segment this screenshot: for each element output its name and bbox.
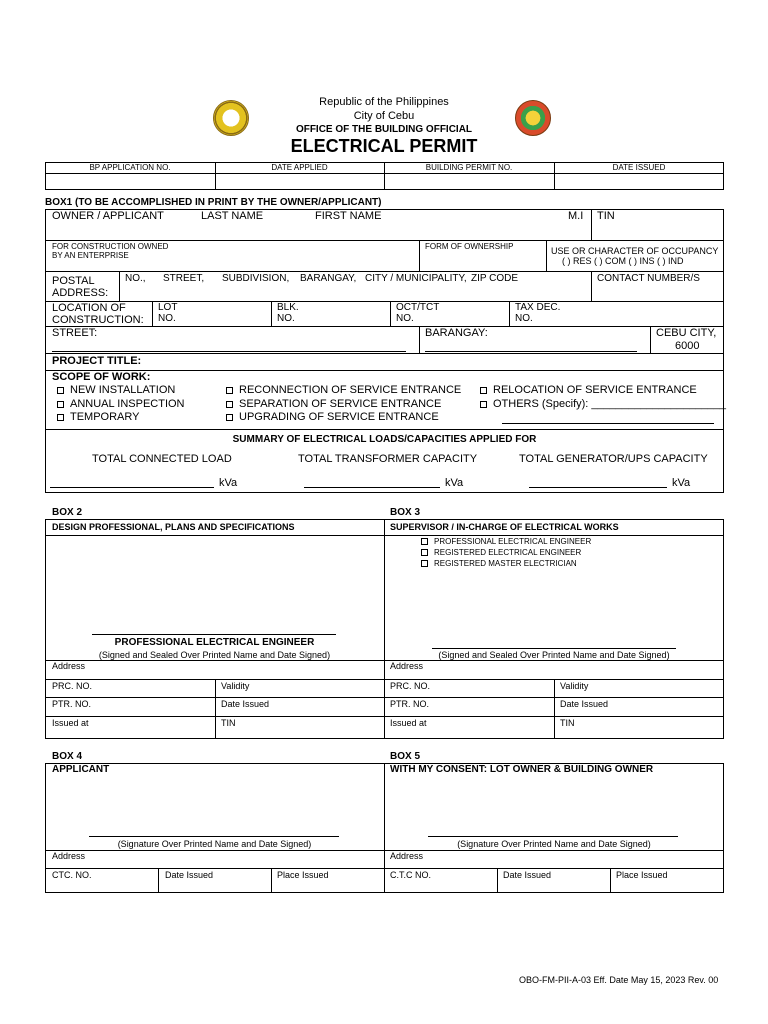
street-field[interactable] — [52, 351, 406, 352]
republic-text: Republic of the Philippines — [319, 96, 449, 108]
box2-signed-note: (Signed and Sealed Over Printed Name and Date Signed) — [98, 650, 331, 660]
scope-annual-inspection[interactable]: ANNUAL INSPECTION — [57, 398, 185, 411]
oct-tct-no-label: NO. — [396, 313, 414, 324]
mi-label: M.I — [568, 210, 584, 222]
box4-ctc-label: CTC. NO. — [52, 870, 92, 880]
total-transformer-label: TOTAL TRANSFORMER CAPACITY — [298, 453, 478, 465]
box3-prc-label: PRC. NO. — [390, 681, 431, 691]
city-text: City of Cebu — [353, 110, 415, 122]
checkbox-icon[interactable] — [421, 538, 428, 545]
scope-temporary[interactable]: TEMPORARY — [57, 411, 139, 424]
box5-sig-note: (Signature Over Printed Name and Date Signed) — [457, 839, 651, 849]
addr-barangay-label: BARANGAY, — [300, 273, 357, 284]
field-date-applied[interactable] — [216, 174, 383, 189]
cebu-city-label: CEBU CITY, — [656, 327, 717, 339]
use-character-options[interactable]: ( ) RES ( ) COM ( ) INS ( ) IND — [562, 256, 684, 266]
scope-others[interactable]: OTHERS (Specify): ______________________ — [480, 398, 726, 411]
contact-number-field[interactable] — [594, 286, 720, 300]
lot-no-label: NO. — [158, 313, 176, 324]
box5-label: BOX 5 — [390, 751, 421, 762]
field-bp-app-no[interactable] — [46, 174, 214, 189]
addr-city-label: CITY / MUNICIPALITY, — [365, 273, 467, 284]
use-character-label: USE OR CHARACTER OF OCCUPANCY — [551, 246, 719, 256]
box4-sig-note: (Signature Over Printed Name and Date Signed) — [117, 839, 312, 849]
total-transformer-field[interactable] — [304, 487, 440, 488]
first-name-label: FIRST NAME — [315, 210, 382, 222]
address-label: ADDRESS: — [52, 287, 109, 299]
oct-tct-label: OCT/TCT — [396, 302, 440, 313]
box4-label: BOX 4 — [52, 751, 83, 762]
box5-date-issued-label: Date Issued — [503, 870, 552, 880]
hdr-date-issued: DATE ISSUED — [612, 163, 666, 172]
box5-place-issued-label: Place Issued — [616, 870, 668, 880]
total-generator-label: TOTAL GENERATOR/UPS CAPACITY — [519, 453, 708, 465]
checkbox-icon[interactable] — [57, 414, 64, 421]
box4-address-label: Address — [52, 851, 86, 861]
checkbox-icon[interactable] — [57, 387, 64, 394]
scope-of-work-label: SCOPE OF WORK: — [52, 371, 151, 383]
box3-option-pee[interactable]: PROFESSIONAL ELECTRICAL ENGINEER — [421, 537, 591, 546]
contact-number-label: CONTACT NUMBER/S — [597, 273, 700, 284]
checkbox-icon[interactable] — [226, 401, 233, 408]
owner-applicant-label: OWNER / APPLICANT — [52, 210, 164, 222]
street-label: STREET: — [52, 327, 98, 339]
box3-tin-label: TIN — [560, 718, 575, 728]
box3-signature-line[interactable] — [432, 648, 676, 649]
form-of-ownership-label: FORM OF OWNERSHIP — [425, 242, 514, 251]
owner-tin-field[interactable] — [594, 224, 720, 238]
box3-address-label: Address — [390, 661, 424, 671]
box5-address-label: Address — [390, 851, 424, 861]
box3-issued-at-label: Issued at — [390, 718, 427, 728]
barangay-field[interactable] — [425, 351, 637, 352]
box3-option-ree[interactable]: REGISTERED ELECTRICAL ENGINEER — [421, 548, 581, 557]
box3-ptr-label: PTR. NO. — [390, 699, 430, 709]
hdr-bp-app-no: BP APPLICATION NO. — [89, 163, 171, 172]
box2-signature-line[interactable] — [92, 634, 336, 635]
total-connected-field[interactable] — [50, 487, 214, 488]
addr-zip-label: ZIP CODE — [471, 273, 519, 284]
checkbox-icon[interactable] — [421, 549, 428, 556]
box3-label: BOX 3 — [390, 507, 421, 518]
addr-subdivision-label: SUBDIVISION, — [222, 273, 290, 284]
office-text: OFFICE OF THE BUILDING OFFICIAL — [295, 124, 473, 135]
scope-relocation[interactable]: RELOCATION OF SERVICE ENTRANCE — [480, 384, 697, 397]
zip-6000-label: 6000 — [675, 340, 700, 352]
city-seal-icon — [515, 100, 551, 136]
last-name-label: LAST NAME — [201, 210, 264, 222]
box5-ctc-label: C.T.C NO. — [390, 870, 432, 880]
scope-others-extra-line[interactable] — [502, 423, 714, 424]
blk-label: BLK. — [277, 302, 299, 313]
box2-ptr-label: PTR. NO. — [52, 699, 92, 709]
addr-street-label: STREET, — [163, 273, 205, 284]
box3-signed-note: (Signed and Sealed Over Printed Name and Date Signed) — [438, 650, 670, 660]
construction-label: CONSTRUCTION: — [52, 314, 144, 326]
postal-label: POSTAL — [52, 275, 95, 287]
owner-name-field[interactable] — [52, 224, 588, 238]
box2-date-issued-label: Date Issued — [221, 699, 270, 709]
hdr-building-permit-no: BUILDING PERMIT NO. — [425, 163, 513, 172]
tax-dec-no-label: NO. — [515, 313, 533, 324]
total-generator-field[interactable] — [529, 487, 667, 488]
box3-heading: SUPERVISOR / IN-CHARGE OF ELECTRICAL WORKS — [390, 522, 619, 532]
box2-address-label: Address — [52, 661, 86, 671]
box2-issued-at-label: Issued at — [52, 718, 89, 728]
field-date-issued[interactable] — [555, 174, 723, 189]
tax-dec-label: TAX DEC. — [515, 302, 561, 313]
hdr-date-applied: DATE APPLIED — [271, 163, 328, 172]
scope-upgrading[interactable]: UPGRADING OF SERVICE ENTRANCE — [226, 411, 439, 424]
scope-separation[interactable]: SEPARATION OF SERVICE ENTRANCE — [226, 398, 441, 411]
seal-logo-icon — [213, 100, 249, 136]
box2-validity-label: Validity — [221, 681, 250, 691]
box2-heading: DESIGN PROFESSIONAL, PLANS AND SPECIFICATIONS — [52, 522, 295, 532]
box3-option-rme[interactable]: REGISTERED MASTER ELECTRICIAN — [421, 559, 577, 568]
summary-heading: SUMMARY OF ELECTRICAL LOADS/CAPACITIES APPLIED FOR — [232, 434, 537, 445]
scope-reconnection[interactable]: RECONNECTION OF SERVICE ENTRANCE — [226, 384, 461, 397]
page-title: ELECTRICAL PERMIT — [290, 136, 478, 156]
location-of-label: LOCATION OF — [52, 302, 126, 314]
checkbox-icon[interactable] — [226, 414, 233, 421]
enterprise-label-2: BY AN ENTERPRISE — [52, 251, 129, 260]
kva-unit-2: kVa — [445, 477, 464, 489]
checkbox-icon[interactable] — [480, 387, 487, 394]
enterprise-label-1: FOR CONSTRUCTION OWNED — [52, 242, 169, 251]
box2-signer-title: PROFESSIONAL ELECTRICAL ENGINEER — [114, 637, 315, 648]
field-building-permit-no[interactable] — [385, 174, 553, 189]
checkbox-icon[interactable] — [480, 401, 487, 408]
checkbox-icon[interactable] — [421, 560, 428, 567]
box3-date-issued-label: Date Issued — [560, 699, 609, 709]
box4-signature-line[interactable] — [89, 836, 339, 837]
scope-new-installation[interactable]: NEW INSTALLATION — [57, 384, 175, 397]
lot-label: LOT — [158, 302, 178, 313]
box4-place-issued-label: Place Issued — [277, 870, 329, 880]
box2-tin-label: TIN — [221, 718, 236, 728]
tin-label: TIN — [597, 210, 615, 222]
form-code-footer: OBO-FM-PII-A-03 Eff. Date May 15, 2023 Rev. 00 — [519, 975, 719, 985]
box2-prc-label: PRC. NO. — [52, 681, 93, 691]
project-title-field[interactable] — [140, 355, 720, 368]
postal-address-field[interactable] — [122, 286, 588, 300]
total-connected-label: TOTAL CONNECTED LOAD — [92, 453, 232, 465]
box1-heading: BOX1 (TO BE ACCOMPLISHED IN PRINT BY THE OWNER/APPLICANT) — [45, 197, 382, 208]
addr-no-label: NO., — [125, 273, 146, 284]
blk-no-label: NO. — [277, 313, 295, 324]
box5-signature-line[interactable] — [428, 836, 678, 837]
kva-unit-3: kVa — [672, 477, 691, 489]
box4-heading: APPLICANT — [52, 764, 110, 775]
checkbox-icon[interactable] — [226, 387, 233, 394]
box5-heading: WITH MY CONSENT: LOT OWNER & BUILDING OWNER — [390, 764, 654, 775]
box4-date-issued-label: Date Issued — [165, 870, 214, 880]
box2-label: BOX 2 — [52, 507, 83, 518]
box3-validity-label: Validity — [560, 681, 589, 691]
project-title-label: PROJECT TITLE: — [52, 355, 142, 367]
checkbox-icon[interactable] — [57, 401, 64, 408]
kva-unit-1: kVa — [219, 477, 238, 489]
barangay-label: BARANGAY: — [425, 327, 488, 339]
